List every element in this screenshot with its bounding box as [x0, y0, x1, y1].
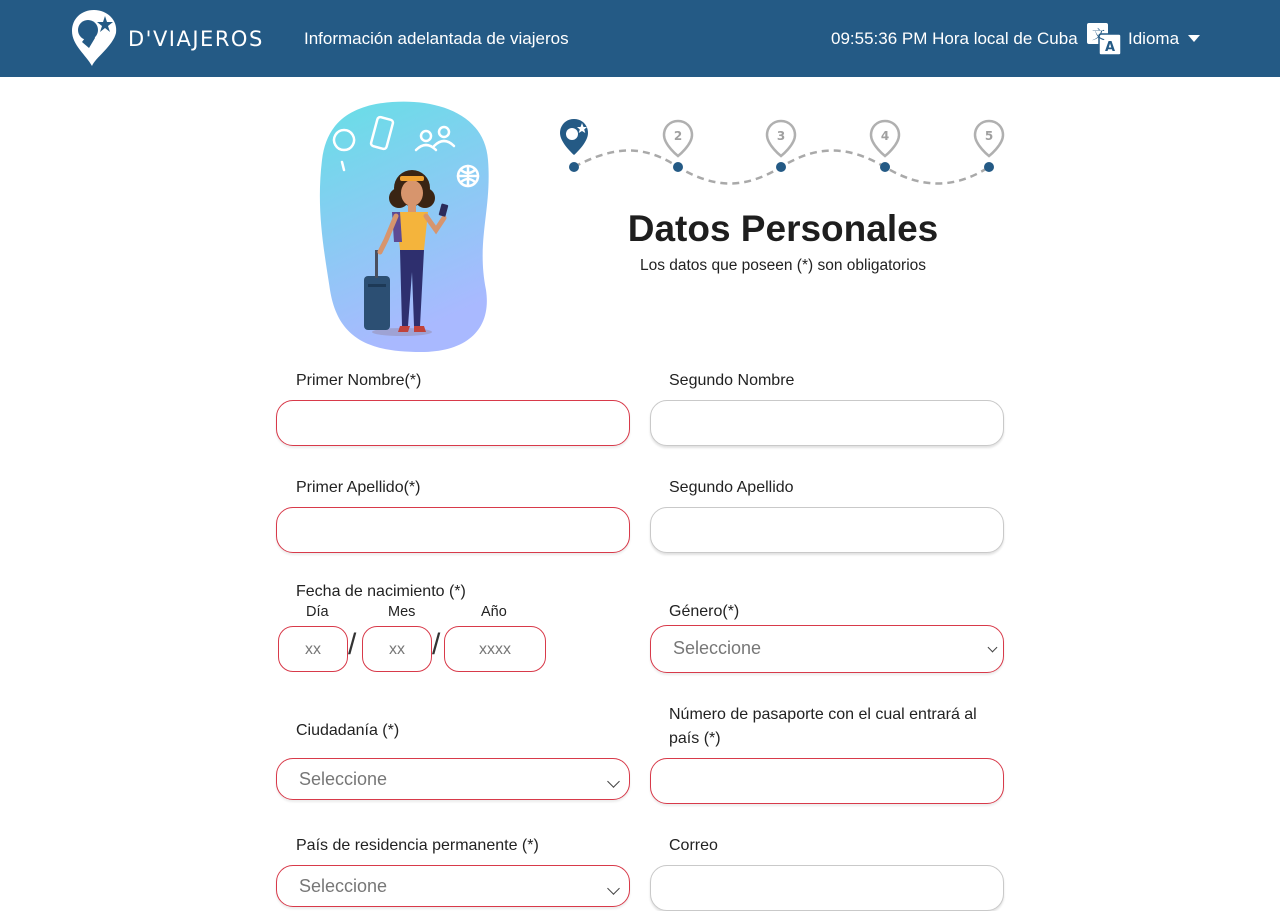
citizenship-select[interactable]: [276, 758, 630, 800]
day-label: Día: [306, 604, 329, 620]
language-menu[interactable]: [1128, 29, 1179, 49]
first-name-label: Primer Nombre(*): [296, 372, 422, 389]
page-subtitle: Los datos que poseen (*) son obligatorios: [639, 257, 927, 274]
residence-label: País de residencia permanente (*): [296, 837, 539, 854]
second-name-label: Segundo Nombre: [669, 372, 795, 389]
dviajeros-logo-icon[interactable]: [69, 8, 119, 68]
chevron-down-icon: [607, 775, 620, 788]
first-name-input[interactable]: [276, 400, 630, 446]
step-2-number: 2: [673, 129, 683, 143]
caret-down-icon: [1188, 35, 1200, 42]
passport-label: Número de pasaporte con el cual entrará al país (*): [669, 706, 977, 747]
second-surname-label: Segundo Apellido: [669, 479, 794, 496]
month-label: Mes: [388, 604, 416, 620]
citizenship-label: Ciudadanía (*): [296, 722, 400, 739]
header-tagline: Información adelantada de viajeros: [304, 29, 569, 48]
step-3-number: 3: [776, 129, 786, 143]
svg-text:A: A: [1105, 40, 1116, 55]
passport-number-input[interactable]: [650, 758, 1004, 804]
gender-label: Género(*): [669, 603, 740, 620]
email-input[interactable]: [650, 865, 1004, 911]
birth-date-label: Fecha de nacimiento (*): [296, 583, 466, 600]
year-label: Año: [481, 604, 507, 620]
brand-name: D'VIAJEROS: [128, 27, 264, 51]
chevron-down-icon: [607, 882, 620, 895]
page-title: Datos Personales: [627, 208, 939, 249]
birth-day-input[interactable]: xx: [278, 626, 348, 672]
residence-select[interactable]: [276, 865, 630, 907]
gender-select-value: Seleccione: [673, 638, 762, 658]
top-header: [0, 0, 1280, 77]
step-1-active-icon[interactable]: [560, 119, 588, 172]
birth-month-input[interactable]: xx: [362, 626, 432, 672]
language-label: Idioma: [1128, 29, 1180, 48]
progress-stepper: [555, 115, 1015, 195]
local-time-clock: 09:55:36 PM Hora local de Cuba: [831, 29, 1078, 48]
date-separator: /: [348, 628, 357, 661]
birth-year-input[interactable]: xxxx: [444, 626, 546, 672]
traveler-illustration: [316, 100, 490, 354]
chevron-down-icon: [988, 643, 998, 653]
email-label: Correo: [669, 837, 718, 854]
second-name-input[interactable]: [650, 400, 1004, 446]
gender-select[interactable]: [650, 625, 1004, 673]
date-separator: /: [432, 628, 441, 661]
residence-select-value: Seleccione: [299, 876, 388, 896]
citizenship-select-value: Seleccione: [299, 769, 388, 789]
translate-icon[interactable]: [1086, 22, 1122, 56]
step-5-number: 5: [984, 129, 994, 143]
first-surname-input[interactable]: [276, 507, 630, 553]
second-surname-input[interactable]: [650, 507, 1004, 553]
svg-text:文: 文: [1092, 28, 1106, 43]
first-surname-label: Primer Apellido(*): [296, 479, 421, 496]
step-4-number: 4: [880, 129, 890, 143]
